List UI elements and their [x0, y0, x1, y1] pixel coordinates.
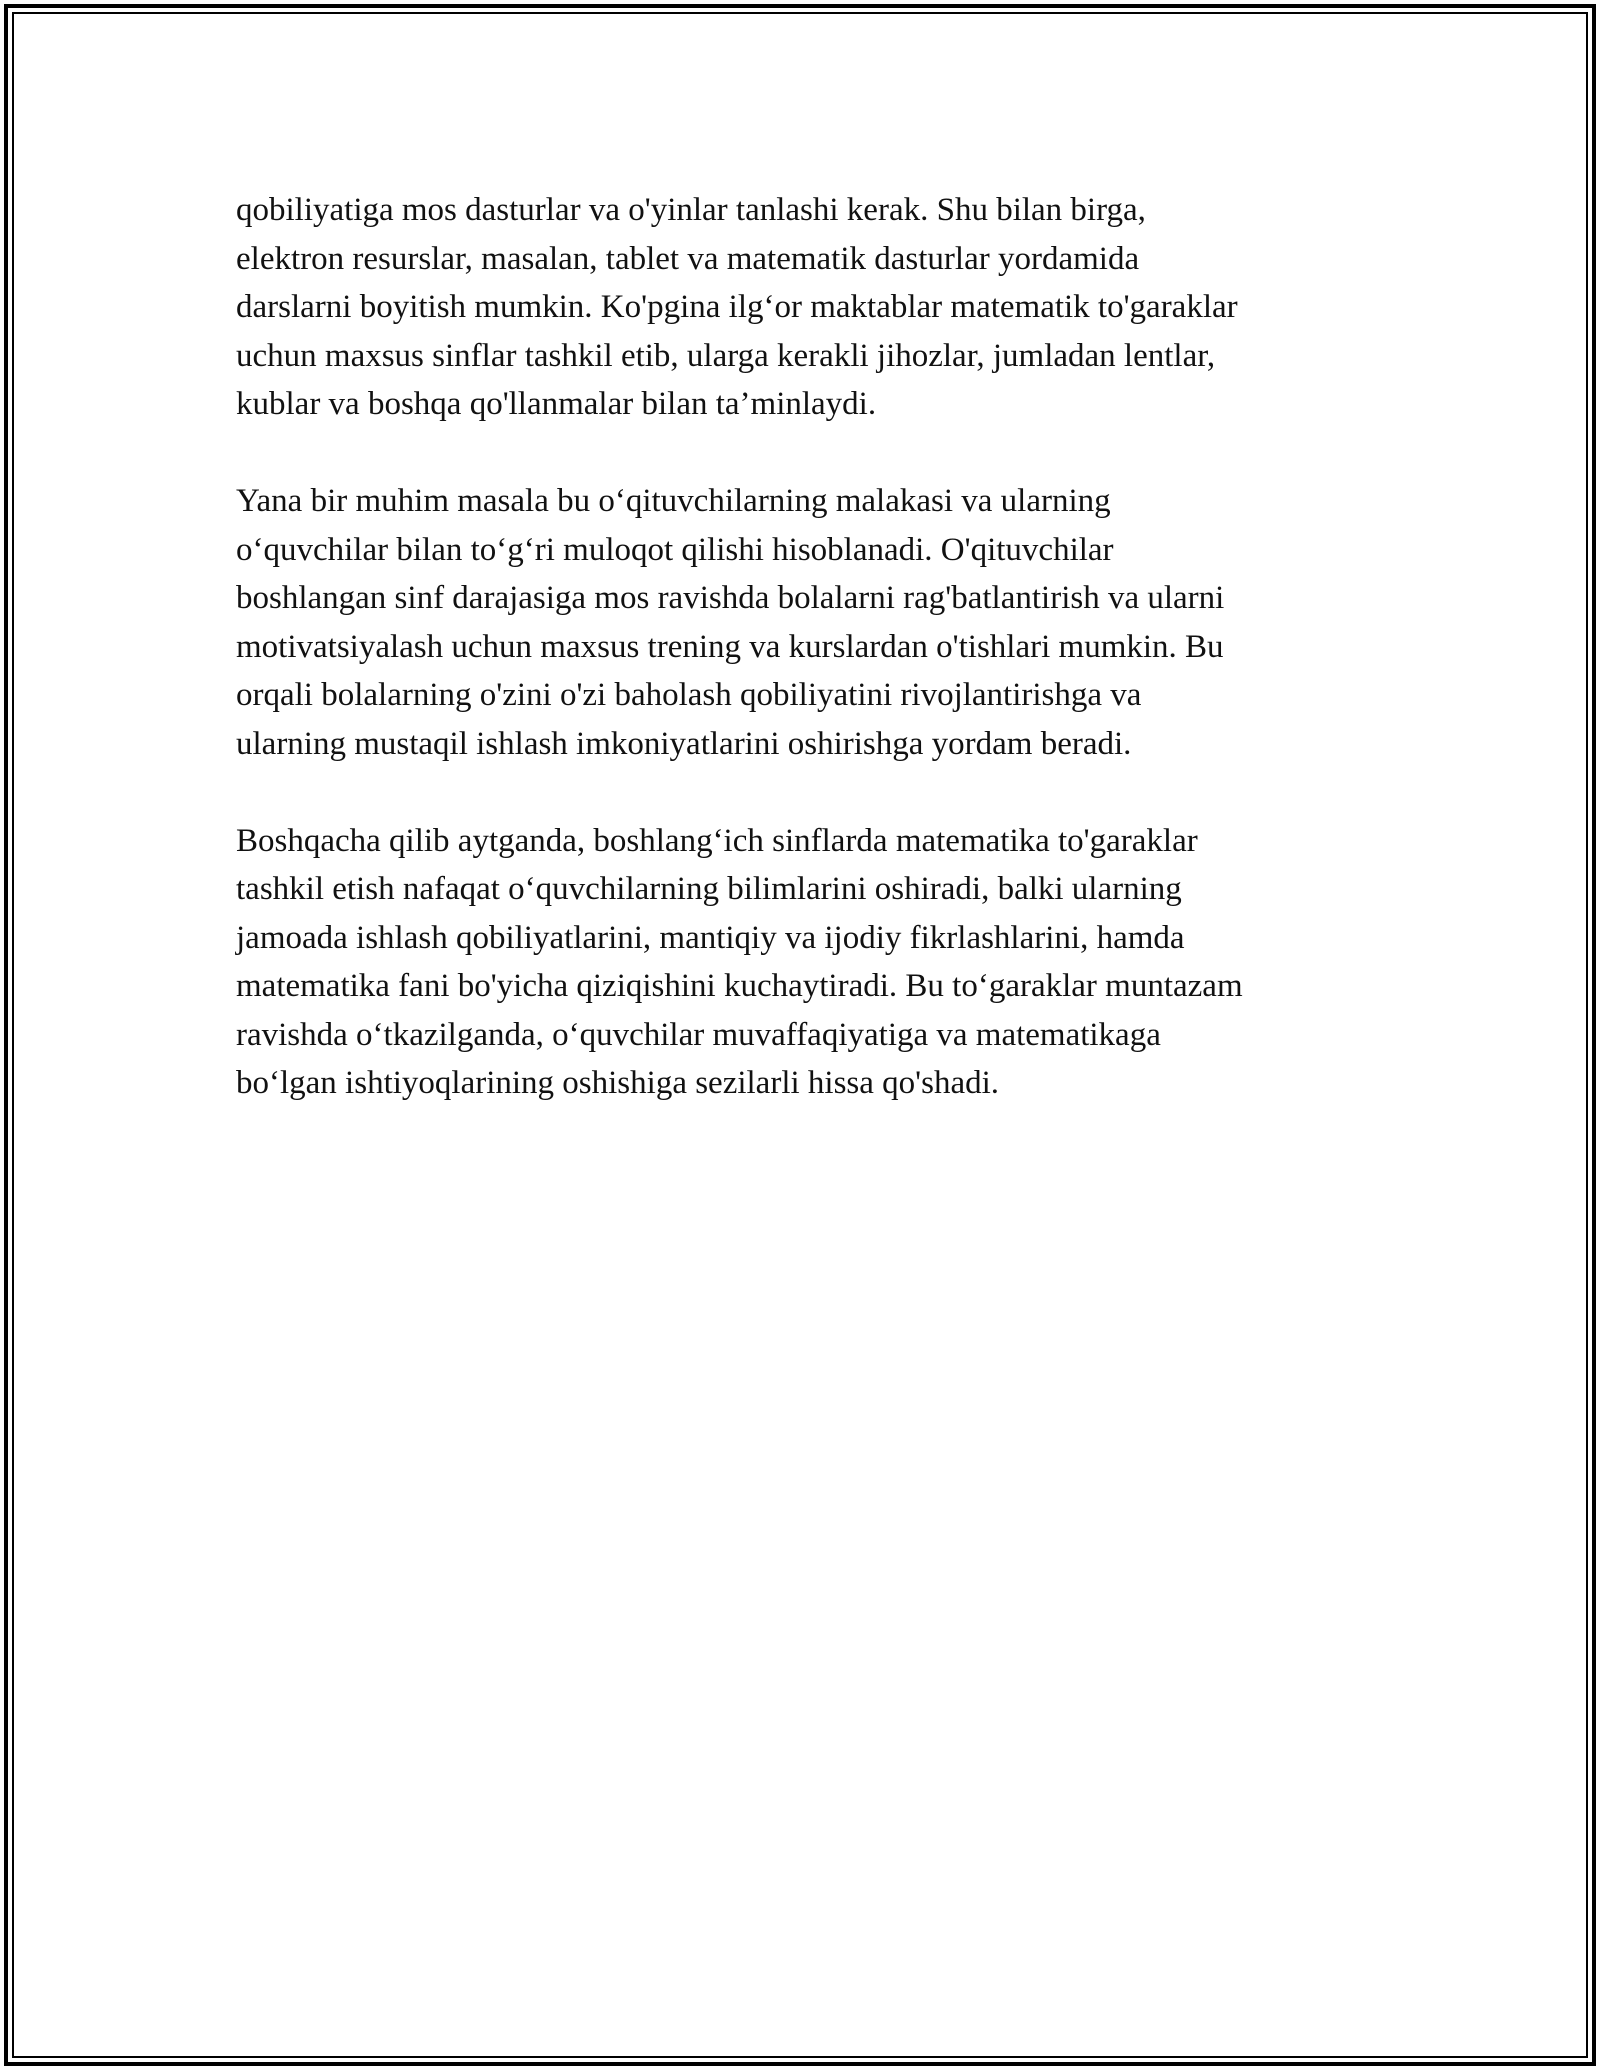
- paragraph-1: [236, 186, 1366, 429]
- paragraph-line: kublar va boshqa qo'llanmalar bilan ta’minlaydi.: [236, 386, 877, 422]
- paragraph-line: ravishda o‘tkazilganda, o‘quvchilar muvaffaqiyatiga va matematikaga: [236, 1016, 1161, 1053]
- paragraph-line: darslarni boyitish mumkin. Ko'pgina ilg‘or maktablar matematik to'garaklar: [236, 289, 1238, 325]
- paragraph-line: motivatsiyalash uchun maxsus trening va kurslardan o'tishlari mumkin. Bu: [236, 628, 1224, 665]
- document-body: [236, 186, 1366, 1156]
- paragraph-line: elektron resurslar, masalan, tablet va matematik dasturlar yordamida: [236, 240, 1140, 277]
- paragraph-2: [236, 477, 1366, 768]
- paragraph-line: orqali bolalarning o'zini o'zi baholash qobiliyatini rivojlantirishga va: [236, 677, 1142, 713]
- paragraph-line: o‘quvchilar bilan to‘g‘ri muloqot qilishi hisoblanadi. O'qituvchilar: [236, 531, 1114, 568]
- paragraph-line: tashkil etish nafaqat o‘quvchilarning bilimlarini oshiradi, balki ularning: [236, 871, 1182, 907]
- paragraph-line: bo‘lgan ishtiyoqlarining oshishiga sezilarli hissa qo'shadi.: [236, 1065, 1000, 1101]
- paragraph-line: boshlangan sinf darajasiga mos ravishda bolalarni rag'batlantirish va ularni: [236, 580, 1225, 616]
- paragraph-line: jamoada ishlash qobiliyatlarini, mantiqiy va ijodiy fikrlashlarini, hamda: [236, 919, 1185, 956]
- paragraph-3: [236, 817, 1366, 1108]
- paragraph-line: ularning mustaqil ishlash imkoniyatlarini oshirishga yordam beradi.: [236, 725, 1132, 762]
- paragraph-line: Boshqacha qilib aytganda, boshlang‘ich sinflarda matematika to'garaklar: [236, 822, 1198, 859]
- paragraph-line: uchun maxsus sinflar tashkil etib, ularga kerakli jihozlar, jumladan lentlar,: [236, 337, 1216, 374]
- paragraph-line: Yana bir muhim masala bu o‘qituvchilarning malakasi va ularning: [236, 483, 1111, 519]
- paragraph-line: matematika fani bo'yicha qiziqishini kuchaytiradi. Bu to‘garaklar muntazam: [236, 968, 1243, 1004]
- paragraph-line: qobiliyatiga mos dasturlar va o'yinlar tanlashi kerak. Shu bilan birga,: [236, 192, 1146, 228]
